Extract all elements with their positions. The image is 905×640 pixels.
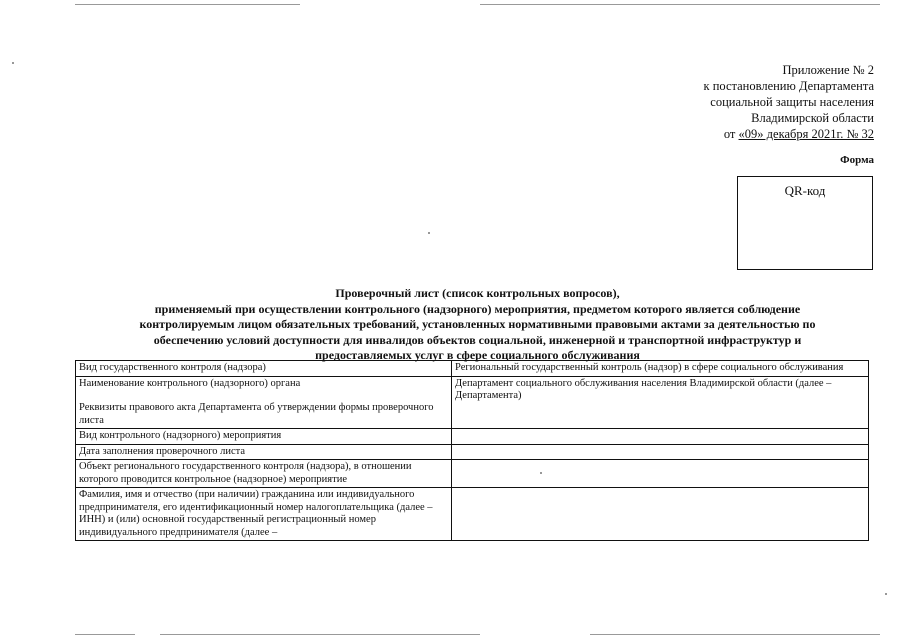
scan-speck	[12, 62, 14, 64]
appendix-line: Владимирской области	[751, 111, 874, 125]
scan-speck	[885, 593, 887, 595]
qr-code-box	[737, 176, 873, 270]
form-label: Форма	[840, 154, 874, 166]
table-cell-value: Региональный государственный контроль (надзор) в сфере социального обслуживания	[452, 361, 869, 377]
appendix-line: к постановлению Департамента	[703, 79, 874, 93]
table-cell-value[interactable]	[452, 460, 869, 488]
appendix-date	[704, 126, 875, 142]
table-cell-value[interactable]	[452, 488, 869, 541]
document-title	[80, 286, 875, 364]
table-cell-value[interactable]	[452, 429, 869, 445]
scan-artifact-line	[590, 634, 880, 635]
table-cell-label: Вид контрольного (надзорного) мероприятия	[76, 429, 452, 445]
control-body-label: Наименование контрольного (надзорного) органа	[79, 377, 301, 389]
scan-speck	[428, 232, 430, 234]
table-row	[76, 488, 869, 541]
scan-artifact-line	[480, 4, 880, 5]
table-cell-label: Дата заполнения проверочного листа	[76, 444, 452, 460]
appendix-number: Приложение № 2	[782, 63, 874, 77]
scan-artifact-line	[160, 634, 480, 635]
title-line: контролируемым лицом обязательных требований, установленных нормативными правовыми актами за деятельностью по	[139, 317, 816, 331]
appendix-header	[704, 62, 875, 142]
title-line: предоставляемых услуг в сфере социального обслуживания	[315, 348, 640, 362]
scan-artifact-line	[75, 634, 135, 635]
title-line: Проверочный лист (список контрольных вопросов),	[335, 286, 620, 300]
appendix-line: социальной защиты населения	[710, 95, 874, 109]
table-row	[76, 361, 869, 377]
table-cell-value: Департамент социального обслуживания населения Владимирской области (далее – Департамента)	[452, 376, 869, 429]
qr-code-label: QR-код	[784, 183, 826, 198]
legal-act-label: Реквизиты правового акта Департамента об утверждении формы проверочного листа	[79, 402, 434, 426]
table-cell-label: Вид государственного контроля (надзора)	[76, 361, 452, 377]
table-cell-label: Фамилия, имя и отчество (при наличии) гражданина или индивидуального предпринимателя, его идентификационный номер налогоплательщика (далее – ИНН) и (или) основной государственный регистрационный номер индивидуального предпринимателя (далее –	[76, 488, 452, 541]
table-row	[76, 429, 869, 445]
table-row	[76, 460, 869, 488]
table-cell-label: Объект регионального государственного контроля (надзора), в отношении которого проводится контрольное (надзорное) мероприятие	[76, 460, 452, 488]
title-line: применяемый при осуществлении контрольного (надзорного) мероприятия, предметом которого является соблюдение	[154, 301, 801, 316]
checklist-table	[75, 360, 869, 541]
table-row	[76, 444, 869, 460]
table-cell-value[interactable]	[452, 444, 869, 460]
title-line: обеспечению условий доступности для инвалидов объектов социальной, инженерной и транспортной инфраструктур и	[153, 332, 802, 347]
appendix-date-value: «09» декабря 2021г. № 32	[738, 127, 874, 141]
table-cell-label	[76, 376, 452, 429]
appendix-date-prefix: от	[723, 127, 736, 141]
table-row	[76, 376, 869, 429]
scan-artifact-line	[75, 4, 300, 5]
